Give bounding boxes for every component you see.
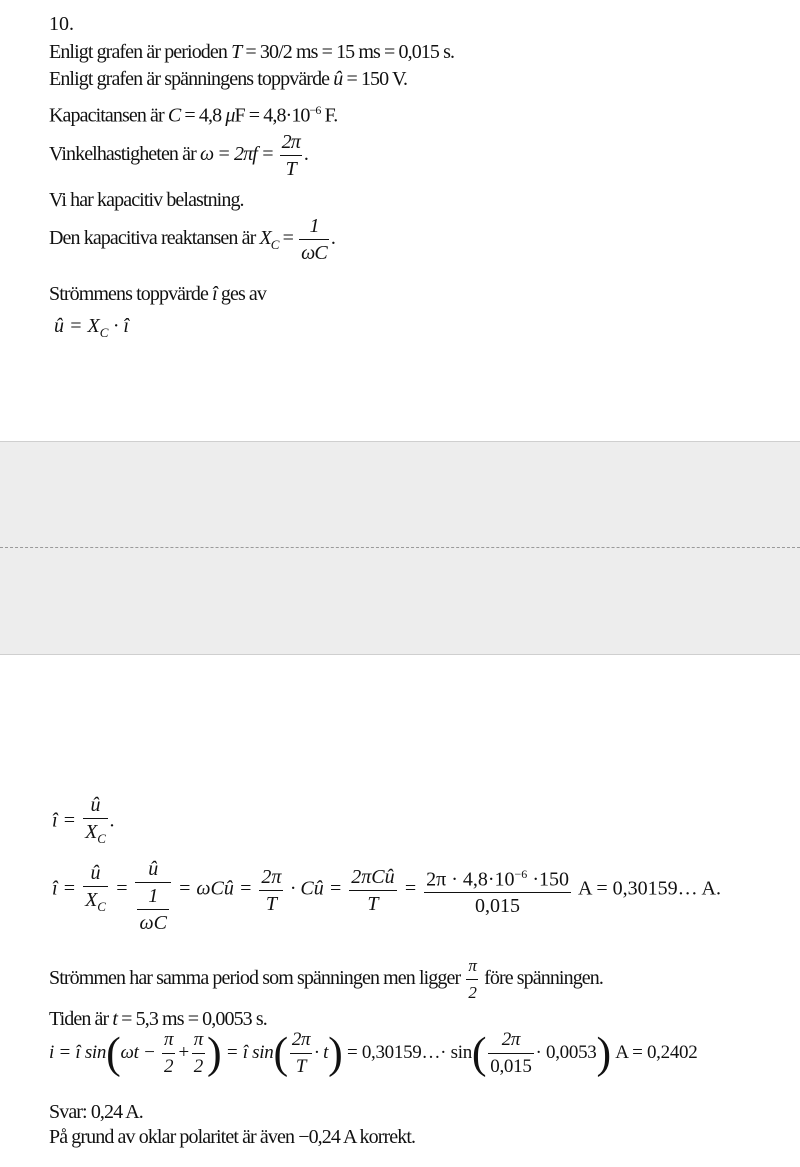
- time-line: Tiden är t = 5,3 ms = 0,0053 s.: [49, 1008, 267, 1030]
- current-peak-symbol: î: [212, 283, 217, 305]
- peak-voltage-value: = 150 V.: [342, 68, 408, 90]
- eq1-fraction: $\frac{û}{X_C}$: [85, 794, 106, 846]
- period-line: [49, 40, 454, 64]
- angular-text: Vinkelhastigheten är: [49, 143, 196, 166]
- period-text: Enligt grafen är perioden: [49, 41, 227, 63]
- equation-2: î = $\frac{û}{X_C}$ = $\frac{û}{\frac{1}{\omega C}}$ = ωCû = $\frac{2\pi}{T}$ · Cû = $\frac{\text{2πCû}}{T}$ = $\frac{2\pi \cdot 4,8\cdot 10^{-6} \cdot 150}{0,015}$ A = 0,30159… A.: [52, 858, 721, 934]
- phase-line: [49, 953, 603, 1006]
- answer-line: Svar: 0,24 A.: [49, 1101, 143, 1123]
- peak-voltage-symbol: û: [333, 68, 343, 90]
- page-divider: [0, 547, 800, 548]
- load-line: Vi har kapacitiv belastning.: [49, 189, 244, 211]
- capacitance-value-a: = 4,8: [180, 104, 226, 127]
- capacitance-symbol: C: [167, 104, 181, 127]
- eq2-result: A = 0,30159… A.: [577, 877, 721, 900]
- eq2-fraction-2: $\frac{û}{\frac{1}{\omega C}}$: [135, 856, 170, 936]
- reactance-line: Den kapacitiva reaktansen är $X_C$ = $\frac{1}{\omega C}$ .: [49, 215, 335, 264]
- period-symbol: T: [231, 41, 242, 63]
- equation-3: i = î sin(ωt − $\frac{\pi}{2}$ + $\frac{\pi}{2}$ ) = î sin( $\frac{2\pi}{T}$ · t) = 0,30159…· sin( $\frac{2\pi}{0,015}$ · 0,0053) A = 0,2402: [49, 1028, 698, 1078]
- eq2-fraction-4: $\frac{\text{2πCû}}{T}$: [351, 865, 395, 915]
- eq2-fraction-1: $\frac{û}{X_C}$: [85, 862, 106, 914]
- capacitance-value-b: F = 4,8·10: [234, 104, 310, 127]
- mu-symbol: μ: [225, 104, 235, 127]
- eq2-fraction-3: $\frac{2\pi}{T}$: [261, 865, 282, 915]
- angular-line: Vinkelhastigheten är ω = 2πf = $\frac{2\pi}{T}$ .: [49, 131, 309, 180]
- relation-line: û = $X_C$ · î: [54, 315, 129, 340]
- current-peak-text: Strömmens toppvärde: [49, 283, 208, 305]
- page-break: [0, 441, 800, 655]
- equation-1: î = $\frac{û}{X_C}$ .: [52, 792, 115, 852]
- reactance-fraction: $\frac{1}{\omega C}$: [301, 215, 327, 264]
- polarity-line: På grund av oklar polaritet är även −0,24 A korrekt.: [49, 1126, 416, 1148]
- reactance-text: Den kapacitiva reaktansen är: [49, 227, 256, 250]
- capacitance-text: Kapacitansen är: [49, 104, 164, 127]
- peak-voltage-line: [49, 67, 407, 91]
- phase-text: Strömmen har samma period som spänningen men ligger: [49, 967, 461, 990]
- eq2-fraction-5: $\frac{2\pi \cdot 4,8\cdot 10^{-6} \cdot 150}{0,015}$: [424, 861, 571, 920]
- peak-voltage-text: Enligt grafen är spänningens toppvärde: [49, 68, 330, 90]
- capacitance-exponent: −6: [309, 103, 321, 117]
- period-value: = 30/2 ms = 15 ms = 0,015 s.: [241, 41, 455, 63]
- phase-fraction: $\frac{\pi}{2}$: [466, 953, 478, 1006]
- capacitance-value-c: F.: [320, 104, 338, 127]
- problem-number: 10.: [49, 13, 74, 35]
- angular-fraction: $\frac{2\pi}{T}$: [281, 131, 300, 180]
- current-peak-line: [49, 282, 266, 306]
- eq3-result: A = 0,2402: [615, 1041, 698, 1063]
- current-peak-tail: ges av: [220, 283, 267, 305]
- phase-tail: före spänningen.: [484, 967, 603, 990]
- reactance-lhs: X: [259, 227, 271, 250]
- angular-expr: ω = 2πf =: [199, 143, 274, 166]
- capacitance-line: [49, 98, 337, 128]
